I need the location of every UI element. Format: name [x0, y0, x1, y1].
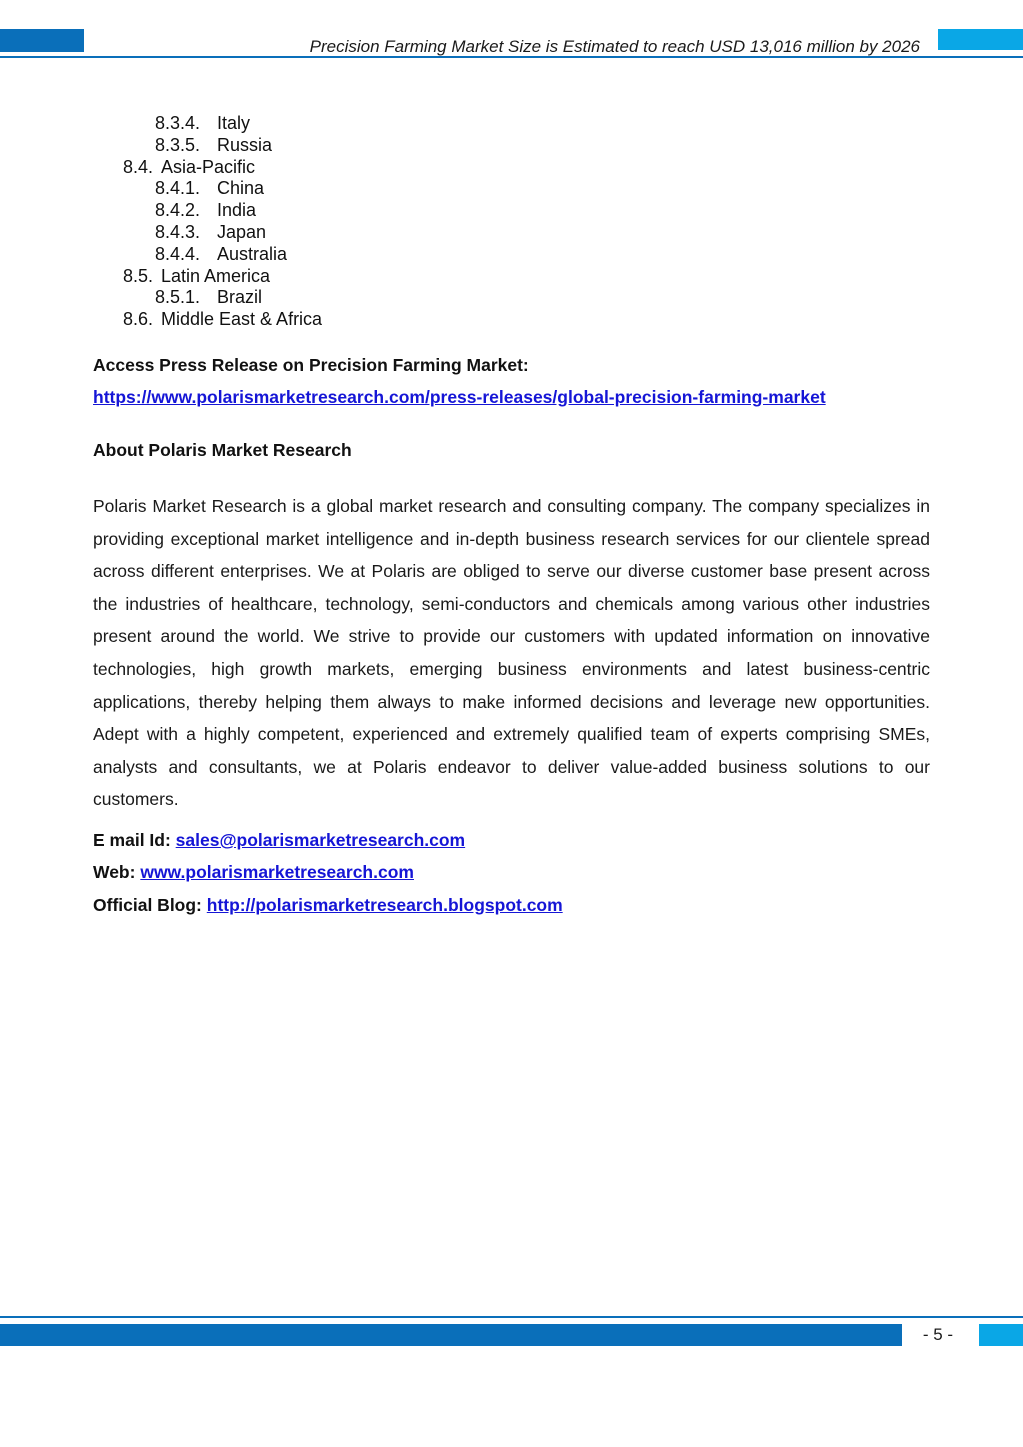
toc-item	[0, 178, 1023, 200]
toc-item-number: 8.3.4.	[155, 113, 201, 133]
toc-item	[0, 135, 1023, 157]
toc-item	[0, 200, 1023, 222]
toc-item-label: Latin America	[161, 265, 271, 286]
toc-item-number: 8.6.	[123, 309, 154, 330]
toc-item	[0, 287, 1023, 309]
email-label: E mail Id:	[93, 830, 171, 850]
toc-item-label: Middle East & Africa	[161, 309, 323, 330]
toc-item-number: 8.4.	[123, 156, 154, 177]
about-paragraph: Polaris Market Research is a global market research and consulting company. The company specializes in providing exceptional market intelligence and in-depth business research services for our clientele spread across different enterprises. We at Polaris are obliged to serve our diverse customer base present across the industries of healthcare, technology, semi-conductors and chemicals among various other industries present around the world. We strive to provide our customers with updated information on innovative technologies, high growth markets, emerging business environments and latest business-centric applications, thereby helping them always to make informed decisions and leverage new opportunities. Adept with a highly competent, experienced and extremely qualified team of experts comprising SMEs, analysts and consultants, we at Polaris endeavor to deliver value-added business solutions to our customers.	[93, 496, 930, 810]
toc-item-number: 8.4.2.	[155, 200, 201, 221]
header-title: Precision Farming Market Size is Estimated to reach USD 13,016 million by 2026	[309, 37, 920, 56]
toc-item-number: 8.3.5.	[155, 134, 201, 155]
footer-right-accent	[979, 1324, 1023, 1346]
toc-item-label: India	[217, 200, 257, 221]
toc-item-number: 8.5.1.	[155, 287, 201, 308]
toc-item	[0, 222, 1023, 244]
footer-bar	[0, 1324, 902, 1346]
toc-item-label: Italy	[217, 113, 251, 133]
toc-item-label: Russia	[217, 134, 273, 155]
toc-list	[0, 113, 1023, 331]
footer-rule	[0, 1316, 1023, 1318]
press-release-link[interactable]: https://www.polarismarketresearch.com/press-releases/global-precision-farming-market	[93, 387, 826, 407]
toc-item-label: Australia	[217, 243, 288, 264]
web-link[interactable]: www.polarismarketresearch.com	[140, 862, 414, 882]
web-label: Web:	[93, 862, 136, 882]
about-heading: About Polaris Market Research	[93, 440, 352, 460]
toc-item-label: Asia-Pacific	[161, 156, 256, 177]
blog-label: Official Blog:	[93, 895, 202, 915]
header-right-accent	[938, 29, 1023, 50]
header-left-accent	[0, 29, 84, 52]
toc-item-label: Japan	[217, 221, 267, 242]
toc-item-label: Brazil	[217, 287, 263, 308]
contact-web	[93, 862, 414, 883]
header-rule	[0, 56, 1023, 58]
toc-item-number: 8.4.1.	[155, 178, 201, 199]
toc-item-number: 8.4.3.	[155, 221, 201, 242]
toc-item-number: 8.4.4.	[155, 243, 201, 264]
toc-item	[0, 244, 1023, 266]
toc-item	[0, 113, 1023, 135]
toc-item	[0, 266, 1023, 288]
toc-item	[0, 309, 1023, 331]
contact-email	[93, 830, 465, 851]
email-link[interactable]: sales@polarismarketresearch.com	[175, 830, 466, 850]
toc-item	[0, 157, 1023, 179]
toc-item-label: China	[217, 178, 265, 199]
press-release-heading: Access Press Release on Precision Farming Market:	[93, 355, 529, 375]
contact-blog	[93, 895, 563, 916]
blog-link[interactable]: http://polarismarketresearch.blogspot.com	[206, 895, 563, 915]
page-number: - 5 -	[922, 1325, 954, 1344]
toc-item-number: 8.5.	[123, 265, 154, 286]
